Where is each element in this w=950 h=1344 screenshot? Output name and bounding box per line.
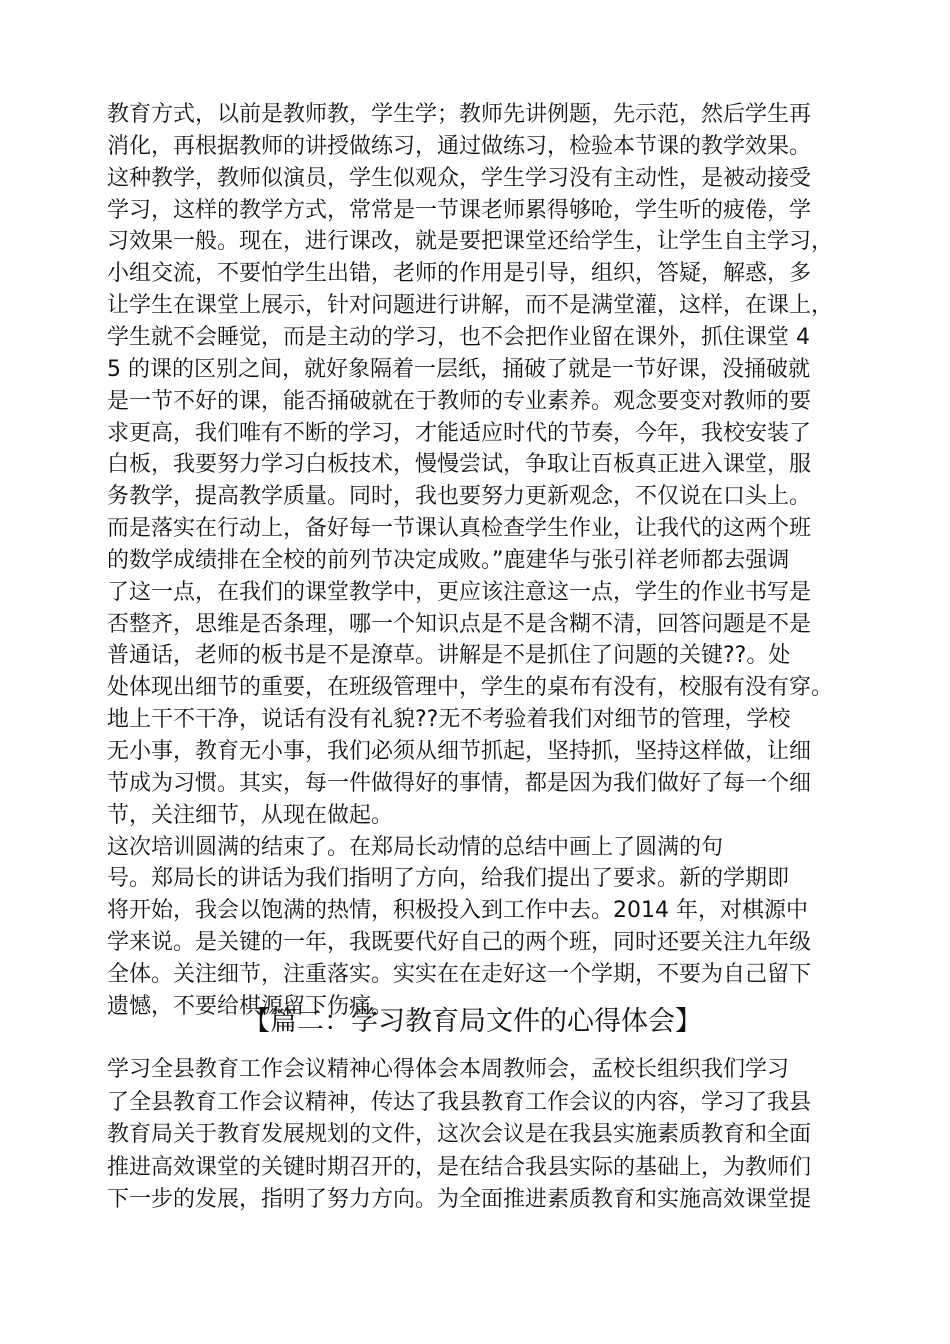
text-line: 推进高效课堂的关键时期召开的，是在结合我县实际的基础上，为教师们 <box>107 1154 812 1180</box>
text-line: 学来说。是关键的一年，我既要代好自己的两个班，同时还要关注九年级 <box>107 930 812 956</box>
text-line: 否整齐，思维是否条理，哪一个知识点是不是含糊不清，回答问题是不是 <box>107 611 812 637</box>
text-line: 务教学，提高教学质量。同时，我也要努力更新观念，不仅说在口头上。 <box>107 484 812 510</box>
text-line: 遗憾，不要给棋源留下伤痛。 <box>107 993 394 1019</box>
text-line: 消化，再根据教师的讲授做练习，通过做练习，检验本节课的教学效果。 <box>107 133 812 159</box>
text-line: 白板，我要努力学习白板技术，慢慢尝试，争取让百板真正进入课堂，服 <box>107 452 812 478</box>
text-line: 这次培训圆满的结束了。在郑局长动情的总结中画上了圆满的句 <box>107 834 724 860</box>
text-line: 节成为习惯。其实，每一件做得好的事情，都是因为我们做好了每一个细 <box>107 770 812 796</box>
text-line: 让学生在课堂上展示，针对问题进行讲解，而不是满堂灌，这样，在课上， <box>107 293 834 319</box>
text-line: 是一节不好的课，能否捅破就在于教师的专业素养。观念要变对教师的要 <box>107 388 812 414</box>
section-heading: 【篇二：学习教育局文件的心得体会】 <box>243 1006 702 1037</box>
text-line: 小组交流，不要怕学生出错，老师的作用是引导，组织，答疑，解惑，多 <box>107 261 812 287</box>
text-line: 学生就不会睡觉，而是主动的学习，也不会把作业留在课外，抓住课堂 4 <box>107 324 810 350</box>
text-line: 无小事，教育无小事，我们必须从细节抓起，坚持抓，坚持这样做，让细 <box>107 739 812 764</box>
text-line: 这种教学，教师似演员，学生似观众，学生学习没有主动性，是被动接受 <box>107 165 812 191</box>
text-line: 普通话，老师的板书是不是潦草。讲解是不是抓住了问题的关键??。处 <box>107 643 791 669</box>
text-line: 地上干不干净，说话有没有礼貌??无不考验着我们对细节的管理，学校 <box>107 707 791 733</box>
text-line: 而是落实在行动上，备好每一节课认真检查学生作业，让我代的这两个班 <box>107 516 812 542</box>
text-line: 教育局关于教育发展规划的文件，这次会议是在我县实施素质教育和全面 <box>107 1122 812 1147</box>
text-line: 了这一点，在我们的课堂教学中，更应该注意这一点，学生的作业书写是 <box>107 579 812 605</box>
text-line: 习效果一般。现在，进行课改，就是要把课堂还给学生，让学生自主学习， <box>107 229 834 255</box>
text-line: 号。郑局长的讲话为我们指明了方向，给我们提出了要求。新的学期即 <box>107 866 790 892</box>
text-line: 将开始，我会以饱满的热情，积极投入到工作中去。2014 年，对棋源中 <box>107 898 808 924</box>
text-line: 的数学成绩排在全校的前列节决定成败。”鹿建华与张引祥老师都去强调 <box>107 547 790 573</box>
text-line: 节，关注细节，从现在做起。 <box>107 802 394 828</box>
text-line: 了全县教育工作会议精神，传达了我县教育工作会议的内容，学习了我县 <box>107 1089 812 1115</box>
text-line: 下一步的发展，指明了努力方向。为全面推进素质教育和实施高效课堂提 <box>107 1187 812 1212</box>
text-line: 教育方式，以前是教师教，学生学；教师先讲例题，先示范，然后学生再 <box>107 102 812 127</box>
text-line: 全体。关注细节，注重落实。实实在在走好这一个学期，不要为自己留下 <box>107 961 812 987</box>
text-line: 5 的课的区别之间，就好象隔着一层纸，捅破了就是一节好课，没捅破就 <box>107 356 810 382</box>
text-line: 处体现出细节的重要，在班级管理中，学生的桌布有没有，校服有没有穿。 <box>107 675 834 701</box>
text-line: 学习全县教育工作会议精神心得体会本周教师会，孟校长组织我们学习 <box>107 1057 790 1082</box>
text-line: 学习，这样的教学方式，常常是一节课老师累得够呛，学生听的疲倦，学 <box>107 197 812 223</box>
text-line: 求更高，我们唯有不断的学习，才能适应时代的节奏，今年，我校安装了 <box>107 420 812 446</box>
